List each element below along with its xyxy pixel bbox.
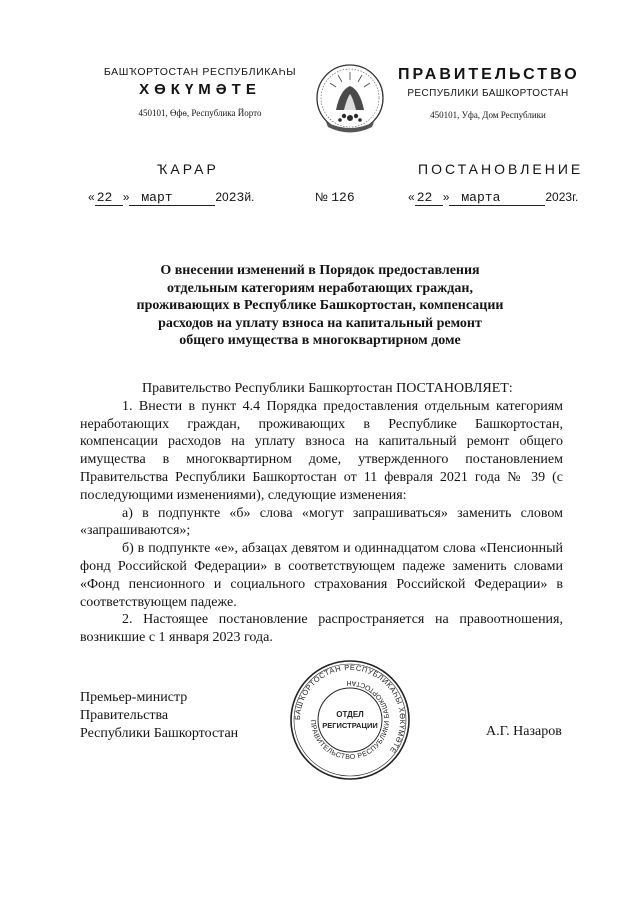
letterhead-right xyxy=(398,66,578,120)
body-paragraph-2: 2. Настоящее постановление распространяется на правоотношения, возникшие с 1 января 2023 года. xyxy=(80,612,563,646)
letterhead-left-address: 450101, Өфө, Республика Йорто xyxy=(138,108,262,118)
title-line-2: отдельным категориям неработающих граждан, xyxy=(167,280,473,296)
stamp-inner-text: ПРАВИТЕЛЬСТВО РЕСПУБЛИКИ БАШКОРТОСТАН xyxy=(308,678,392,762)
date-left-quote-close: » xyxy=(122,190,130,204)
stamp-center-line-1: ОТДЕЛ xyxy=(336,710,364,719)
letterhead-right-government: ПРАВИТЕЛЬСТВО xyxy=(398,66,580,83)
date-right-month: марта xyxy=(449,190,545,206)
date-right-year-suffix: г. xyxy=(572,190,579,204)
letterhead-right-address: 450101, Уфа, Дом Республики xyxy=(430,110,546,120)
date-left-year-prefix: 20 xyxy=(215,190,229,204)
doc-number xyxy=(315,190,355,205)
body-paragraph-1: 1. Внести в пункт 4.4 Порядка предоставления отдельным категориям неработающих граждан, проживающих в Республике Башкортостан, компенсации расходов на уплату взноса на капитальный ремонт общего имущества в многоквартирном доме, утвержденного постановлением Правительства Республики Башкортостан от 11 февраля 2021 года № 39 (с последующими изменениями), следующие изменения: xyxy=(80,398,563,503)
doc-type-bashkir: ҠАРАР xyxy=(157,161,219,177)
title-line-5: общего имущества в многоквартирном доме xyxy=(179,333,461,348)
date-left xyxy=(88,190,254,206)
signature-line-1: Премьер-министр xyxy=(80,690,188,705)
date-left-day: 22 xyxy=(95,190,123,206)
doc-type-russian: ПОСТАНОВЛЕНИЕ xyxy=(418,161,584,177)
date-right-quote-close: » xyxy=(442,190,450,204)
date-left-month: март xyxy=(129,190,215,206)
stamp-center-line-2: РЕГИСТРАЦИИ xyxy=(322,721,378,730)
date-right xyxy=(408,190,578,206)
document-body xyxy=(80,380,563,647)
title-line-3: проживающих в Республике Башкортостан, компенсации xyxy=(136,298,504,313)
signature-line-3: Республики Башкортостан xyxy=(80,725,239,741)
signature-line-2: Правительства xyxy=(80,707,169,723)
letterhead-left-government: ХӨКҮМӘТЕ xyxy=(139,81,261,98)
body-subparagraph-b: б) в подпункте «е», абзацах девятом и одиннадцатом слова «Пенсионный фонд Российской Федерации» в соответствующем падеже заменить словами «Фонд пенсионного и социального страхования Российской Федерации» в соответствующем падеже. xyxy=(80,541,563,610)
document-title xyxy=(80,262,560,350)
date-left-year-hand: 23 xyxy=(228,190,245,205)
date-left-year-suffix: й. xyxy=(244,190,255,204)
doc-number-label: № xyxy=(315,190,328,204)
title-line-1: О внесении изменений в Порядок предоставления xyxy=(160,263,480,278)
registration-stamp xyxy=(288,658,412,782)
letterhead-left xyxy=(100,66,300,118)
date-right-year-hand: 23 xyxy=(558,190,573,204)
signatory-name: А.Г. Назаров xyxy=(486,724,562,739)
signature-title xyxy=(80,689,238,742)
body-lead: Правительство Республики Башкортостан ПОСТАНОВЛЯЕТ: xyxy=(142,381,513,396)
letterhead-left-republic: БАШҠОРТОСТАН РЕСПУБЛИКАҺЫ xyxy=(103,66,297,78)
bashkortostan-coat-of-arms-icon xyxy=(314,60,386,136)
date-left-quote-open: « xyxy=(88,190,95,204)
stamp-outer-text: БАШҠОРТОСТАН РЕСПУБЛИКАҺЫ ХӨКҮМӘТЕ xyxy=(292,662,408,756)
date-right-quote-open: « xyxy=(408,190,415,204)
body-subparagraph-a: а) в подпункте «б» слова «могут запрашиваться» заменить словом «запрашиваются»; xyxy=(80,505,563,539)
date-right-day: 22 xyxy=(415,190,443,206)
date-right-year-prefix: 20 xyxy=(545,190,559,204)
doc-number-value: 126 xyxy=(331,190,355,205)
title-line-4: расходов на уплату взноса на капитальный ремонт xyxy=(158,315,482,331)
letterhead-right-republic: РЕСПУБЛИКИ БАШКОРТОСТАН xyxy=(407,88,569,99)
